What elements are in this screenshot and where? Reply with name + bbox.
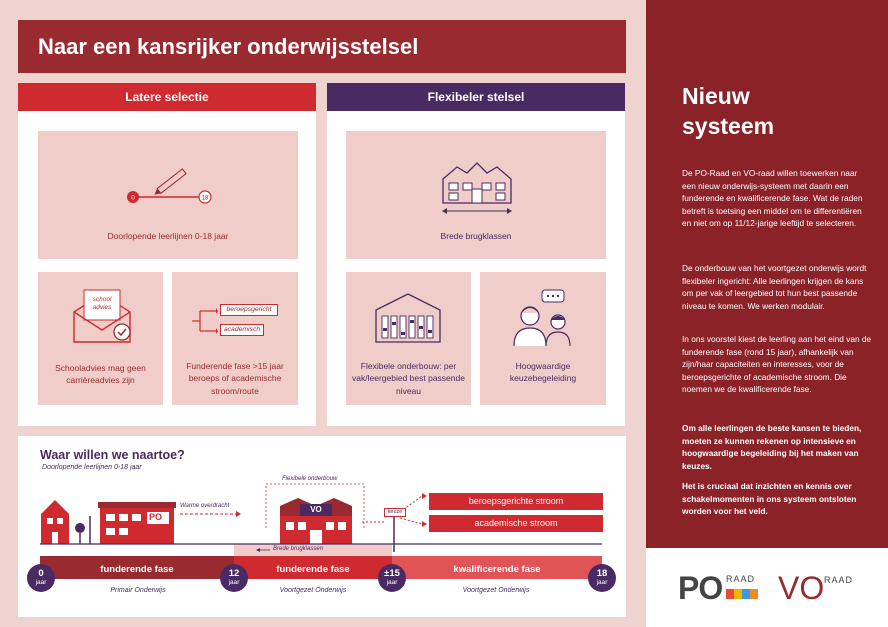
card-label: Funderende fase >15 jaar beroeps of academische stroom/route — [186, 361, 284, 396]
card-brede-brugklassen — [346, 131, 606, 259]
age-unit: jaar — [35, 578, 47, 586]
age-unit: jaar — [386, 578, 398, 586]
sidebar-paragraph: De onderbouw van het voortgezet onderwijs wordt flexibeler ingericht: Alle leerlingen krijgen de kans om per vak of leergebied tot hun best passende niveau te komen. We werken modulair. — [682, 263, 867, 311]
card-funderende-fase — [172, 272, 298, 405]
stage-primair-onderwijs: Primair Onderwijs — [110, 587, 166, 594]
vo-raad-logo: VO — [778, 570, 825, 606]
po-raad-logo — [678, 570, 722, 607]
age-unit: jaar — [228, 578, 240, 586]
sidebar-paragraph-bold: Het is cruciaal dat inzichten en kennis over schakelmomenten in ons systeem ontsloten worden voor het veld. — [682, 481, 857, 517]
people-talking-icon — [508, 288, 578, 348]
phase-funderende-2: funderende fase — [276, 564, 350, 575]
phase-funderende-1: funderende fase — [100, 564, 174, 575]
section-waar-willen-we-naartoe — [18, 436, 626, 617]
tag-academisch: academisch — [220, 324, 264, 336]
age-value: 18 — [596, 568, 608, 579]
po-raad-logo-small: RAAD — [726, 574, 756, 584]
logo-area — [646, 548, 888, 627]
age-value: ±15 — [384, 568, 400, 579]
broad-classes-label: Brede brugklassen — [273, 546, 324, 552]
stage-voortgezet-onderwijs-1: Voortgezet Onderwijs — [279, 587, 347, 594]
card-label: Schooladvies mag geen carrièreadvies zijn — [55, 363, 146, 386]
age-value: 12 — [228, 568, 240, 579]
school-levels-icon — [373, 288, 443, 348]
card-flexibele-onderbouw — [346, 272, 471, 405]
vo-raad-logo-small: RAAD — [824, 575, 854, 585]
sidebar-paragraph: De PO-Raad en VO-raad willen toewerken naar een nieuw onderwijs-systeem met daarin een funderende en kwalificerende fase. Wat de raden betreft is toetsing een middel om te differentiëren en niet om op 11/12-jarige leeftijd te selecteren. — [682, 168, 863, 229]
pencil-line-icon — [123, 161, 223, 211]
phase-kwalificerende: kwalificerende fase — [453, 564, 541, 575]
panel-header-flexibeler-stelsel: Flexibeler stelsel — [327, 83, 625, 111]
po-raad-color-blocks — [726, 586, 758, 604]
sidebar-title-line2: systeem — [682, 112, 775, 139]
age-marker-18 — [588, 564, 616, 592]
start-age-label: 0 — [131, 194, 135, 202]
home-icon — [41, 500, 69, 544]
keuze-sign: keuze — [384, 508, 406, 517]
section-title: Waar willen we naartoe? — [40, 448, 185, 462]
card-label: Brede brugklassen — [440, 231, 512, 241]
card-label: Flexibele onderbouw: per vak/leergebied best passende niveau — [352, 361, 465, 396]
panel-latere-selectie — [18, 83, 316, 426]
age-marker-15 — [378, 564, 406, 592]
warm-handover-label: Warme overdracht — [180, 503, 230, 509]
stroom-beroepsgericht: beroepsgerichte stroom — [429, 493, 603, 510]
envelope-text: school advies — [92, 296, 112, 311]
sidebar-paragraph-bold: Om alle leerlingen de beste kansen te bieden, moeten ze kunnen rekenen op intensieve en hoogwaardige begeleiding bij het maken van keuzes. — [682, 423, 862, 471]
po-label: PO — [149, 512, 163, 522]
branch-icon — [190, 306, 218, 336]
section-subtitle: Doorlopende leerlijnen 0-18 jaar — [42, 464, 142, 471]
card-label: Doorlopende leerlijnen 0-18 jaar — [107, 231, 229, 241]
vo-label: VO — [310, 505, 322, 514]
stage-voortgezet-onderwijs-2: Voortgezet Onderwijs — [462, 587, 530, 594]
card-doorlopende-leerlijnen — [38, 131, 298, 259]
sidebar-title-line1: Nieuw — [682, 83, 750, 109]
card-label: Hoogwaardige keuzebegeleiding — [509, 361, 577, 384]
page-title: Naar een kansrijker onderwijsstelsel — [18, 20, 626, 73]
end-age-label: 18 — [201, 195, 209, 202]
age-marker-12 — [220, 564, 248, 592]
age-unit: jaar — [596, 578, 608, 586]
po-logo-text: PO — [678, 570, 723, 606]
flexible-lower-label: Flexibele onderbouw — [282, 476, 338, 482]
tag-beroepsgericht: beroepsgericht — [220, 304, 278, 316]
panel-header-latere-selectie: Latere selectie — [18, 83, 316, 111]
stroom-academisch: academische stroom — [429, 515, 603, 532]
school-building-icon — [441, 159, 513, 215]
card-keuzebegeleiding — [480, 272, 606, 405]
age-value: 0 — [38, 568, 44, 579]
sidebar-title — [682, 82, 774, 142]
card-schooladvies — [38, 272, 163, 405]
sidebar-nieuw-systeem — [646, 0, 888, 548]
age-marker-0 — [27, 564, 55, 592]
panel-flexibeler-stelsel — [327, 83, 625, 426]
sidebar-paragraph: In ons voorstel kiest de leerling aan het eind van de funderende fase (rond 15 jaar), afhankelijk van zijn/haar capaciteiten en interesses, voor de beroepsgerichte of academische stroom. Die noemen we de kwalificerende fase. — [682, 334, 872, 395]
